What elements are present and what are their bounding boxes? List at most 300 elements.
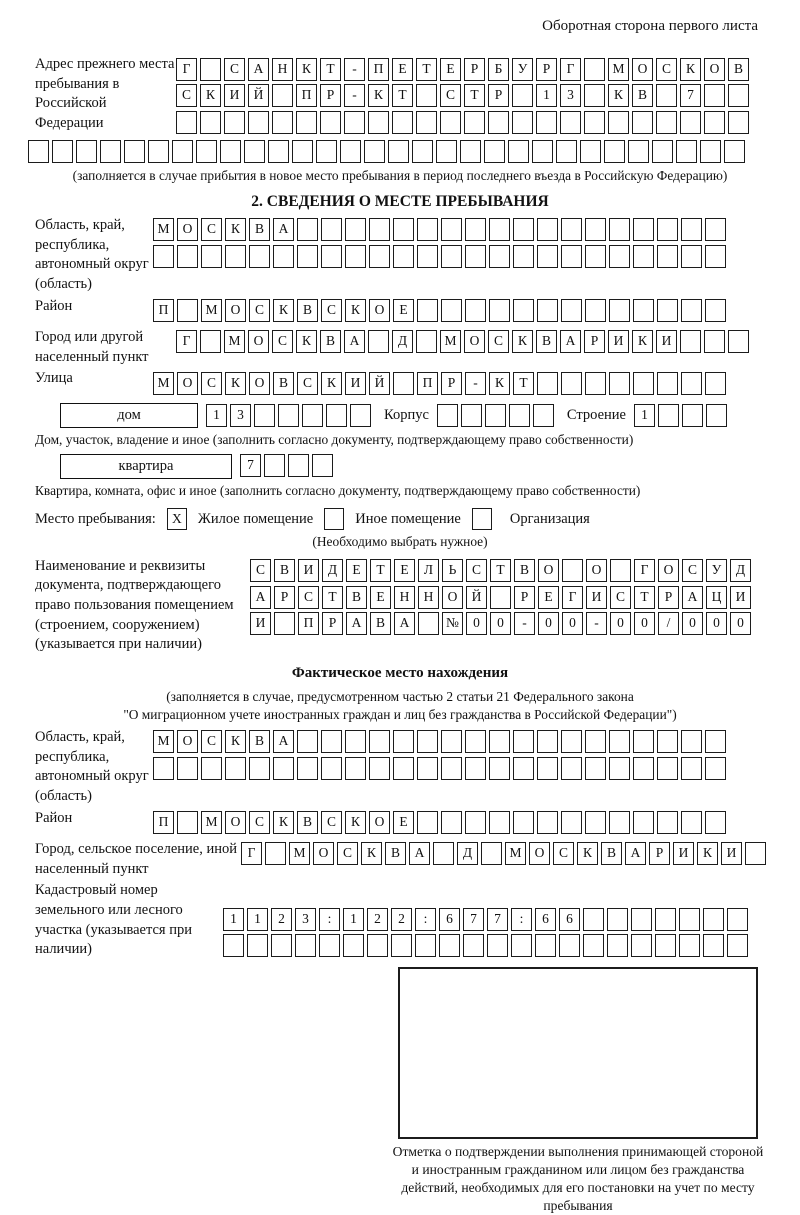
char-cell <box>415 934 436 957</box>
char-cell: 0 <box>538 612 559 635</box>
char-cell: И <box>656 330 677 353</box>
char-cell: С <box>321 299 342 322</box>
stay-option-dwelling: Жилое помещение <box>197 510 314 527</box>
stay-option-organization: Организация <box>509 510 590 527</box>
char-cell <box>633 730 654 753</box>
char-cell: У <box>706 559 727 582</box>
char-cell: О <box>442 586 463 609</box>
char-cell <box>369 757 390 780</box>
city-label: Город или другой населенный пункт <box>35 328 149 365</box>
char-cell <box>225 757 246 780</box>
char-cell <box>633 757 654 780</box>
cadastre-grid <box>223 905 800 961</box>
char-cell <box>728 84 749 107</box>
char-cell <box>655 934 676 957</box>
char-cell: К <box>296 58 317 81</box>
char-cell: Г <box>634 559 655 582</box>
char-cell: О <box>538 559 559 582</box>
actual-location-title: Фактическое место нахождения <box>291 665 509 682</box>
char-cell: О <box>177 730 198 753</box>
char-cell: М <box>201 299 222 322</box>
char-cell <box>513 730 534 753</box>
char-cell <box>655 908 676 931</box>
char-cell: С <box>656 58 677 81</box>
char-cell: 0 <box>610 612 631 635</box>
char-cell <box>512 111 533 134</box>
district-row <box>153 299 800 323</box>
char-cell <box>724 140 745 163</box>
char-cell <box>705 757 726 780</box>
char-cell <box>561 218 582 241</box>
prev-address-row-1 <box>176 58 800 82</box>
char-cell <box>297 757 318 780</box>
char-cell: 7 <box>487 908 508 931</box>
char-cell <box>177 811 198 834</box>
char-cell <box>393 757 414 780</box>
char-cell: С <box>201 218 222 241</box>
char-cell: 3 <box>560 84 581 107</box>
document-block <box>0 557 800 656</box>
char-cell <box>302 404 323 427</box>
char-cell <box>681 299 702 322</box>
char-cell: К <box>225 730 246 753</box>
char-cell <box>487 934 508 957</box>
char-cell <box>441 245 462 268</box>
char-cell <box>532 140 553 163</box>
char-cell <box>485 404 506 427</box>
char-cell <box>416 330 437 353</box>
char-cell: - <box>586 612 607 635</box>
char-cell <box>417 757 438 780</box>
char-cell <box>513 245 534 268</box>
char-cell: П <box>368 58 389 81</box>
char-cell <box>412 140 433 163</box>
char-cell <box>484 140 505 163</box>
char-cell: Е <box>440 58 461 81</box>
checkbox-other-premises <box>324 508 344 530</box>
char-cell: Д <box>322 559 343 582</box>
char-cell <box>704 330 725 353</box>
char-cell <box>633 811 654 834</box>
apartment-box: квартира <box>60 454 232 479</box>
char-cell <box>177 299 198 322</box>
char-cell <box>556 140 577 163</box>
char-cell: Л <box>418 559 439 582</box>
char-cell <box>441 218 462 241</box>
char-cell: В <box>536 330 557 353</box>
char-cell <box>609 299 630 322</box>
char-cell <box>312 454 333 477</box>
char-cell: Д <box>392 330 413 353</box>
char-cell <box>633 245 654 268</box>
stroenie-label: Строение <box>566 407 626 424</box>
char-cell <box>248 111 269 134</box>
prev-address-caption: (заполняется в случае прибытия в новое место пребывания в период последнего въезда в Российскую Федерацию) <box>72 167 728 183</box>
char-cell <box>609 218 630 241</box>
char-cell <box>585 218 606 241</box>
char-cell <box>52 140 73 163</box>
char-cell <box>585 757 606 780</box>
char-cell <box>433 842 454 865</box>
char-cell <box>631 934 652 957</box>
prev-address-block <box>0 55 800 137</box>
char-cell <box>441 811 462 834</box>
char-cell: С <box>224 58 245 81</box>
confirmation-stamp-box <box>398 967 758 1139</box>
char-cell <box>657 299 678 322</box>
actual-region-label: Область, край, республика, автономный округ (область) <box>35 728 149 805</box>
char-cell: В <box>632 84 653 107</box>
char-cell: К <box>225 372 246 395</box>
korpus-cells <box>437 404 557 428</box>
confirmation-stamp-caption: Отметка о подтверждении выполнения принимающей стороной и иностранным гражданином или лицом без гражданства действий, необходимых для его постановки на учет по месту пребывания <box>392 1143 764 1213</box>
char-cell <box>297 245 318 268</box>
char-cell: М <box>608 58 629 81</box>
char-cell: И <box>673 842 694 865</box>
char-cell: О <box>464 330 485 353</box>
char-cell <box>316 140 337 163</box>
char-cell: 1 <box>634 404 655 427</box>
char-cell: С <box>682 559 703 582</box>
char-cell: : <box>415 908 436 931</box>
char-cell: 1 <box>223 908 244 931</box>
char-cell: Т <box>464 84 485 107</box>
char-cell: К <box>697 842 718 865</box>
char-cell: Г <box>176 58 197 81</box>
char-cell: И <box>721 842 742 865</box>
char-cell <box>705 811 726 834</box>
char-cell <box>705 730 726 753</box>
cadastre-label: Кадастровый номер земельного или лесного участка (указывается при наличии) <box>35 882 192 958</box>
char-cell <box>633 372 654 395</box>
char-cell <box>513 811 534 834</box>
char-cell <box>704 84 725 107</box>
char-cell: В <box>514 559 535 582</box>
char-cell: Н <box>418 586 439 609</box>
char-cell: Е <box>392 58 413 81</box>
char-cell <box>264 454 285 477</box>
char-cell <box>272 84 293 107</box>
char-cell: 7 <box>463 908 484 931</box>
char-cell <box>535 934 556 957</box>
char-cell: 0 <box>682 612 703 635</box>
char-cell <box>580 140 601 163</box>
char-cell <box>295 934 316 957</box>
actual-region-row-2 <box>153 757 800 781</box>
char-cell <box>177 245 198 268</box>
actual-location-caption-1: (заполняется в случае, предусмотренном частью 2 статьи 21 Федерального закона <box>166 689 634 705</box>
document-label: Наименование и реквизиты документа, подтверждающего право пользования помещением (строением, сооружением) (указывается при наличии) <box>35 557 234 653</box>
char-cell: У <box>512 58 533 81</box>
char-cell <box>703 908 724 931</box>
char-cell <box>345 730 366 753</box>
char-cell <box>461 404 482 427</box>
char-cell <box>368 330 389 353</box>
char-cell: М <box>153 372 174 395</box>
char-cell <box>633 218 654 241</box>
city-block <box>0 328 800 367</box>
char-cell: Е <box>538 586 559 609</box>
district-block <box>0 297 800 326</box>
char-cell: М <box>224 330 245 353</box>
char-cell <box>536 111 557 134</box>
char-cell: Е <box>393 299 414 322</box>
char-cell <box>609 811 630 834</box>
char-cell <box>681 245 702 268</box>
stay-option-other-premises: Иное помещение <box>355 510 461 527</box>
char-cell: Г <box>176 330 197 353</box>
char-cell <box>153 757 174 780</box>
house-cells <box>206 404 374 428</box>
char-cell <box>244 140 265 163</box>
char-cell: Р <box>488 84 509 107</box>
region-row-1 <box>153 218 800 242</box>
char-cell: С <box>337 842 358 865</box>
char-cell: Р <box>536 58 557 81</box>
char-cell <box>369 730 390 753</box>
char-cell: К <box>296 330 317 353</box>
char-cell: А <box>409 842 430 865</box>
form-page <box>0 18 800 1215</box>
char-cell <box>201 757 222 780</box>
char-cell: А <box>250 586 271 609</box>
char-cell <box>368 111 389 134</box>
actual-region-block <box>0 728 800 807</box>
char-cell <box>512 84 533 107</box>
char-cell: О <box>632 58 653 81</box>
char-cell: М <box>201 811 222 834</box>
char-cell: Г <box>560 58 581 81</box>
house-box: дом <box>60 403 198 428</box>
char-cell <box>561 299 582 322</box>
char-cell <box>465 245 486 268</box>
char-cell <box>153 245 174 268</box>
char-cell <box>609 372 630 395</box>
char-cell <box>607 934 628 957</box>
actual-city-row <box>241 842 800 866</box>
char-cell: А <box>682 586 703 609</box>
char-cell: О <box>313 842 334 865</box>
char-cell: О <box>177 372 198 395</box>
char-cell <box>584 111 605 134</box>
actual-city-label: Город, сельское поселение, иной населенный пункт <box>35 840 238 877</box>
cadastre-block <box>0 881 800 961</box>
cadastre-row-1 <box>223 908 800 932</box>
stroenie-cells <box>634 404 730 428</box>
char-cell: - <box>465 372 486 395</box>
char-cell <box>249 245 270 268</box>
document-row-3 <box>250 612 800 636</box>
house-row <box>60 403 800 428</box>
char-cell <box>679 908 700 931</box>
char-cell <box>513 757 534 780</box>
char-cell <box>436 140 457 163</box>
char-cell <box>340 140 361 163</box>
char-cell: М <box>289 842 310 865</box>
char-cell <box>124 140 145 163</box>
char-cell <box>489 757 510 780</box>
char-cell <box>604 140 625 163</box>
char-cell: О <box>658 559 679 582</box>
char-cell <box>533 404 554 427</box>
char-cell <box>561 245 582 268</box>
char-cell <box>609 757 630 780</box>
document-row-2 <box>250 586 800 610</box>
char-cell <box>657 245 678 268</box>
char-cell: И <box>730 586 751 609</box>
region-grid <box>153 216 800 272</box>
char-cell <box>441 757 462 780</box>
char-cell: 0 <box>490 612 511 635</box>
char-cell: 1 <box>247 908 268 931</box>
char-cell: : <box>511 908 532 931</box>
char-cell <box>537 757 558 780</box>
char-cell <box>364 140 385 163</box>
char-cell: А <box>248 58 269 81</box>
char-cell: Т <box>513 372 534 395</box>
char-cell: К <box>345 811 366 834</box>
char-cell: Р <box>464 58 485 81</box>
char-cell: Т <box>416 58 437 81</box>
char-cell: М <box>505 842 526 865</box>
char-cell: А <box>394 612 415 635</box>
char-cell: 1 <box>343 908 364 931</box>
char-cell <box>297 730 318 753</box>
char-cell: 2 <box>271 908 292 931</box>
char-cell <box>418 612 439 635</box>
char-cell <box>296 111 317 134</box>
checkbox-organization <box>472 508 492 530</box>
char-cell: К <box>680 58 701 81</box>
actual-district-row <box>153 811 800 835</box>
char-cell <box>344 111 365 134</box>
char-cell: 6 <box>559 908 580 931</box>
prev-address-row-2 <box>176 84 800 108</box>
char-cell: А <box>273 218 294 241</box>
char-cell <box>489 218 510 241</box>
char-cell <box>393 245 414 268</box>
char-cell: А <box>560 330 581 353</box>
char-cell <box>391 934 412 957</box>
char-cell: В <box>249 730 270 753</box>
char-cell <box>537 811 558 834</box>
char-cell <box>172 140 193 163</box>
document-grid <box>250 557 800 639</box>
char-cell: И <box>345 372 366 395</box>
char-cell <box>220 140 241 163</box>
char-cell <box>560 111 581 134</box>
char-cell: О <box>248 330 269 353</box>
char-cell: - <box>344 84 365 107</box>
char-cell <box>321 218 342 241</box>
char-cell <box>656 84 677 107</box>
char-cell <box>369 218 390 241</box>
char-cell <box>537 218 558 241</box>
char-cell <box>610 559 631 582</box>
char-cell: 3 <box>295 908 316 931</box>
char-cell: Е <box>393 811 414 834</box>
char-cell: 7 <box>680 84 701 107</box>
street-label: Улица <box>35 370 73 387</box>
char-cell <box>392 111 413 134</box>
char-cell: К <box>225 218 246 241</box>
char-cell <box>562 559 583 582</box>
char-cell: В <box>297 811 318 834</box>
char-cell: К <box>361 842 382 865</box>
char-cell <box>388 140 409 163</box>
char-cell: В <box>297 299 318 322</box>
char-cell <box>705 372 726 395</box>
char-cell <box>288 454 309 477</box>
char-cell <box>249 757 270 780</box>
char-cell <box>680 111 701 134</box>
char-cell: С <box>488 330 509 353</box>
char-cell <box>704 111 725 134</box>
char-cell: 2 <box>391 908 412 931</box>
char-cell <box>271 934 292 957</box>
char-cell <box>583 908 604 931</box>
char-cell: 6 <box>439 908 460 931</box>
char-cell: И <box>586 586 607 609</box>
char-cell: В <box>601 842 622 865</box>
char-cell <box>417 730 438 753</box>
char-cell: В <box>370 612 391 635</box>
char-cell <box>537 299 558 322</box>
char-cell <box>441 299 462 322</box>
char-cell <box>345 245 366 268</box>
document-row-1 <box>250 559 800 583</box>
char-cell: 6 <box>535 908 556 931</box>
char-cell <box>706 404 727 427</box>
char-cell <box>489 811 510 834</box>
char-cell <box>585 811 606 834</box>
street-block <box>0 369 800 398</box>
char-cell <box>274 612 295 635</box>
char-cell <box>393 372 414 395</box>
char-cell <box>585 245 606 268</box>
char-cell <box>393 218 414 241</box>
char-cell: О <box>225 299 246 322</box>
char-cell <box>465 811 486 834</box>
region-label: Область, край, республика, автономный округ (область) <box>35 216 149 293</box>
char-cell: П <box>296 84 317 107</box>
char-cell <box>657 730 678 753</box>
char-cell: К <box>345 299 366 322</box>
char-cell: Р <box>514 586 535 609</box>
char-cell: И <box>250 612 271 635</box>
char-cell <box>345 218 366 241</box>
char-cell <box>728 330 749 353</box>
char-cell: Н <box>394 586 415 609</box>
char-cell: Н <box>272 58 293 81</box>
char-cell <box>728 111 749 134</box>
apartment-cells <box>240 454 336 478</box>
char-cell: В <box>249 218 270 241</box>
char-cell <box>727 908 748 931</box>
char-cell <box>585 730 606 753</box>
char-cell: 0 <box>634 612 655 635</box>
char-cell <box>416 111 437 134</box>
char-cell <box>585 372 606 395</box>
char-cell: А <box>346 612 367 635</box>
char-cell <box>76 140 97 163</box>
char-cell <box>417 218 438 241</box>
char-cell: Е <box>370 586 391 609</box>
char-cell: С <box>201 372 222 395</box>
char-cell: С <box>250 559 271 582</box>
char-cell: М <box>153 218 174 241</box>
char-cell <box>268 140 289 163</box>
